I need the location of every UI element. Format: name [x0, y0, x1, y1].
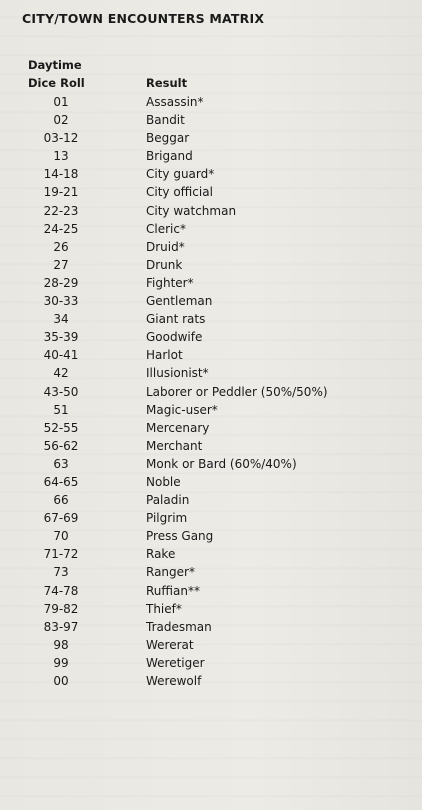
table-row [0, 330, 422, 348]
table-row [0, 403, 422, 421]
result-cell: Pilgrim [146, 511, 188, 526]
result-cell: Assassin* [146, 95, 204, 109]
dice-roll-cell: 56-62 [43, 438, 79, 453]
result-cell: Rake [146, 547, 176, 562]
result-cell: Harlot [146, 348, 183, 363]
dice-roll-cell: 02 [53, 113, 69, 128]
table-row [0, 475, 422, 493]
dice-roll-cell: 00 [53, 674, 69, 688]
dice-roll-cell: 43-50 [43, 384, 79, 399]
result-cell: City guard* [146, 167, 215, 182]
result-cell: Brigand [146, 149, 193, 164]
table-row [0, 385, 422, 403]
table-row [0, 674, 422, 692]
result-cell: Tradesman [146, 619, 212, 634]
table-row [0, 113, 422, 131]
dice-roll-cell: 01 [53, 95, 69, 109]
result-cell: Noble [146, 474, 181, 489]
dice-roll-cell: 63 [53, 456, 69, 471]
result-cell: Ranger* [146, 565, 195, 580]
result-cell: Ruffian** [146, 583, 200, 598]
dice-roll-cell: 73 [53, 565, 69, 580]
dice-roll-cell: 51 [53, 402, 69, 417]
dice-roll-cell: 28-29 [43, 275, 79, 290]
dice-roll-cell: 67-69 [43, 511, 79, 526]
dice-roll-cell: 35-39 [43, 330, 79, 345]
table-row [0, 493, 422, 511]
dice-roll-cell: 27 [53, 257, 69, 272]
result-cell: Thief* [146, 601, 182, 616]
result-cell: Druid* [146, 239, 185, 254]
result-cell: Wererat [146, 637, 194, 652]
table-row [0, 131, 422, 149]
result-cell: Monk or Bard (60%/40%) [146, 456, 297, 471]
table-row [0, 565, 422, 583]
table-row [0, 439, 422, 457]
dice-roll-cell: 99 [53, 655, 69, 670]
column-header-daytime: Daytime [28, 58, 82, 72]
dice-roll-cell: 71-72 [43, 547, 79, 562]
result-cell: City official [146, 185, 213, 200]
column-header-result: Result [146, 76, 188, 90]
table-row [0, 204, 422, 222]
result-cell: Paladin [146, 493, 190, 508]
dice-roll-cell: 34 [53, 312, 69, 327]
result-cell: Merchant [146, 438, 203, 453]
table-row [0, 656, 422, 674]
table-row [0, 185, 422, 203]
dice-roll-cell: 40-41 [43, 348, 79, 363]
table-row [0, 167, 422, 185]
table-row [0, 240, 422, 258]
result-cell: Bandit [146, 113, 185, 128]
result-cell: Beggar [146, 131, 190, 146]
dice-roll-cell: 13 [53, 149, 69, 164]
table-row [0, 638, 422, 656]
table-row [0, 312, 422, 330]
table-row [0, 584, 422, 602]
table-row [0, 258, 422, 276]
table-row [0, 602, 422, 620]
table-row [0, 95, 422, 113]
dice-roll-cell: 83-97 [43, 619, 79, 634]
dice-roll-cell: 98 [53, 637, 69, 652]
result-cell: Illusionist* [146, 366, 209, 381]
dice-roll-cell: 30-33 [43, 294, 79, 309]
table-row [0, 149, 422, 167]
result-cell: Giant rats [146, 312, 206, 327]
dice-roll-cell: 03-12 [43, 131, 79, 146]
dice-roll-cell: 79-82 [43, 601, 79, 616]
table-row [0, 457, 422, 475]
dice-roll-cell: 26 [53, 239, 69, 254]
table-row [0, 620, 422, 638]
dice-roll-cell: 70 [53, 529, 69, 544]
result-cell: Press Gang [146, 529, 214, 544]
table-row [0, 511, 422, 529]
table-row [0, 547, 422, 565]
dice-roll-cell: 52-55 [43, 420, 79, 435]
encounter-table [0, 95, 422, 692]
result-cell: Goodwife [146, 330, 203, 345]
dice-roll-cell: 42 [53, 366, 69, 381]
page-title: CITY/TOWN ENCOUNTERS MATRIX [22, 11, 265, 26]
table-row [0, 366, 422, 384]
table-row [0, 276, 422, 294]
dice-roll-cell: 24-25 [43, 221, 79, 236]
dice-roll-cell: 19-21 [43, 185, 79, 200]
result-cell: Weretiger [146, 655, 205, 670]
table-row [0, 348, 422, 366]
result-cell: Drunk [146, 257, 183, 272]
result-cell: Magic-user* [146, 402, 218, 417]
result-cell: Cleric* [146, 221, 186, 236]
result-cell: City watchman [146, 203, 237, 218]
dice-roll-cell: 14-18 [43, 167, 79, 182]
column-header-dice-roll: Dice Roll [28, 76, 85, 90]
table-row [0, 421, 422, 439]
result-cell: Werewolf [146, 674, 202, 688]
dice-roll-cell: 74-78 [43, 583, 79, 598]
table-row [0, 294, 422, 312]
dice-roll-cell: 22-23 [43, 203, 79, 218]
table-row [0, 529, 422, 547]
result-cell: Gentleman [146, 294, 213, 309]
result-cell: Laborer or Peddler (50%/50%) [146, 384, 328, 399]
result-cell: Mercenary [146, 420, 210, 435]
result-cell: Fighter* [146, 275, 194, 290]
dice-roll-cell: 64-65 [43, 474, 79, 489]
dice-roll-cell: 66 [53, 493, 69, 508]
table-row [0, 222, 422, 240]
